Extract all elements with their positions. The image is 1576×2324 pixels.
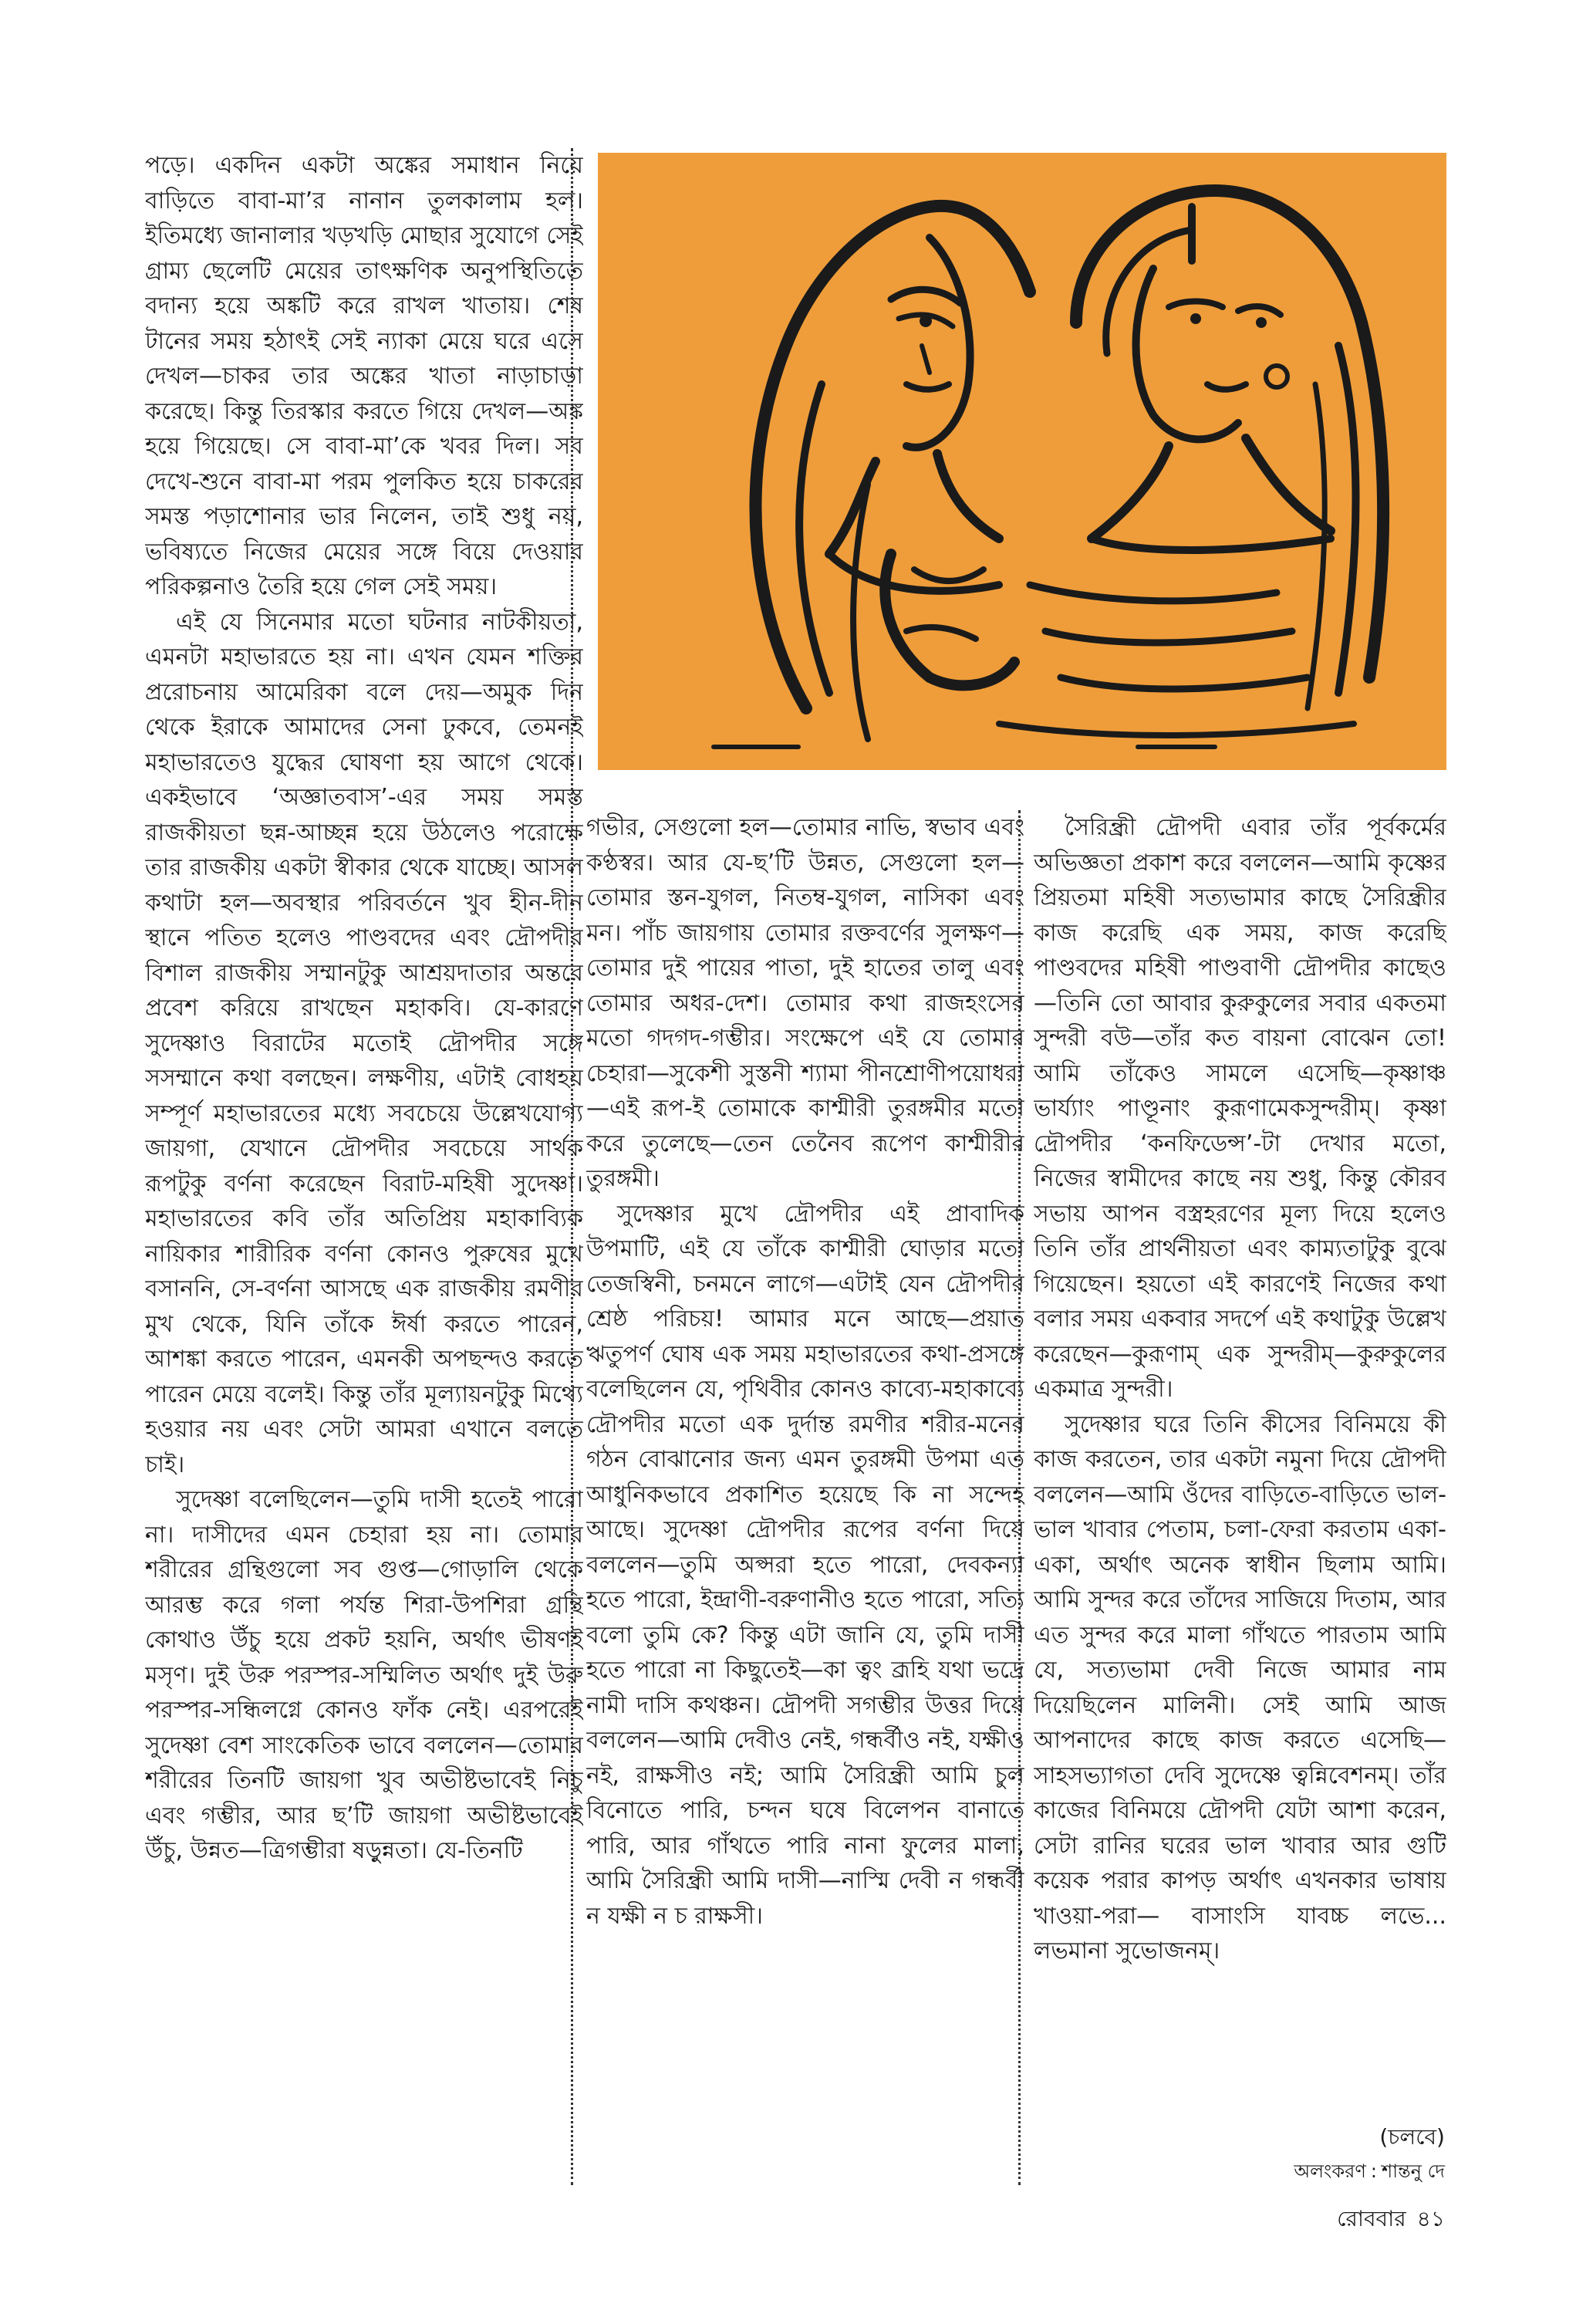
illustration-two-women: [598, 153, 1446, 770]
column-divider: [571, 148, 573, 2185]
to-be-continued: (চলবে): [1379, 2124, 1445, 2150]
text-column-1: [145, 148, 583, 2177]
paragraph: সুদেষ্ণা বলেছিলেন—তুমি দাসী হতেই পারো না। দাসীদের এমন চেহারা হয় না। তোমার শরীরের গ্রন্থিগুলো সব গুপ্ত—গোড়ালি থেকে আরম্ভ করে গলা পর্যন্ত শিরা-উপশিরা গ্রন্থি কোথাও উঁচু হয়ে প্রকট হয়নি, অর্থাৎ ভীষণই মসৃণ। দুই উরু পরস্পর-সম্মিলিত অর্থাৎ দুই উরু পরস্পর-সন্ধিলগ্নে কোনও ফাঁক নেই। এরপরেই সুদেষ্ণা বেশ সাংকেতিক ভাবে বললেন—তোমার শরীরের তিনটি জায়গা খুব অভীষ্টভাবেই নিচু এবং গম্ভীর, আর ছ’টি জায়গা অভীষ্টভাবেই উঁচু, উন্নত—ত্রিগম্ভীরা ষড়ুন্নতা। যে-তিনটি: [145, 1486, 583, 1864]
text-column-3: [1034, 810, 1446, 2122]
credit-label: অলংকরণ: [1294, 2160, 1366, 2182]
text-column-2: [586, 810, 1024, 2176]
paragraph: এই যে সিনেমার মতো ঘটনার নাটকীয়তা, এমনটা মহাভারতে হয় না। এখন যেমন শক্তির প্ররোচনায় আমেরিকা বলে দেয়—অমুক দিন থেকে ইরাকে আমাদের সেনা ঢুকবে, তেমনই মহাভারতেও যুদ্ধের ঘোষণা হয় আগে থেকে। একইভাবে ‘অজ্ঞাতবাস’-এর সময় সমস্ত রাজকীয়তা ছন্ন-আচ্ছন্ন হয়ে উঠলেও পরোক্ষে তার রাজকীয় একটা স্বীকার থেকে যাচ্ছে। আসল কথাটা হল—অবস্থার পরিবর্তনে খুব হীন-দীন স্থানে পতিত হলেও পাণ্ডবদের এবং দ্রৌপদীর বিশাল রাজকীয় সম্মানটুকু আশ্রয়দাতার অন্তরে প্রবেশ করিয়ে রাখছেন মহাকবি। যে-কারণে সুদেষ্ণাও বিরাটের মতোই দ্রৌপদীর সঙ্গে সসম্মানে কথা বলছেন। লক্ষণীয়, এটাই বোধহয় সম্পূর্ণ মহাভারতের মধ্যে সবচেয়ে উল্লেখযোগ্য জায়গা, যেখানে দ্রৌপদীর সবচেয়ে সার্থক রূপটুকু বর্ণনা করেছেন বিরাট-মহিষী সুদেষ্ণা। মহাভারতের কবি তাঁর অতিপ্রিয় মহাকাব্যিক নায়িকার শারীরিক বর্ণনা কোনও পুরুষের মুখে বসাননি, সে-বর্ণনা আসছে এক রাজকীয় রমণীর মুখ থেকে, যিনি তাঁকে ঈর্ষা করতে পারেন, আশঙ্কা করতে পারেন, এমনকী অপছন্দও করতে পারেন মেয়ে বলেই। কিন্তু তাঁর মূল্যায়নটুকু মিথ্যে হওয়ার নয় এবং সেটা আমরা এখানে বলতে চাই।: [145, 608, 583, 1478]
paragraph: সৈরিন্ধ্রী দ্রৌপদী এবার তাঁর পূর্বকর্মের অভিজ্ঞতা প্রকাশ করে বললেন—আমি কৃষ্ণের প্রিয়তমা মহিষী সত্যভামার কাছে সৈরিন্ধ্রীর কাজ করেছি এক সময়, কাজ করেছি পাণ্ডবদের মহিষী পাণ্ডবাণী দ্রৌপদীর কাছেও—তিনি তো আবার কুরুকুলের সবার একতমা সুন্দরী বউ—তাঁর কত বায়না বোঝেন তো! আমি তাঁকেও সামলে এসেছি—কৃষ্ণাঞ্চ ভার্য্যাং পাণ্ডূনাং কুরূণামেকসুন্দরীম্। কৃষ্ণা দ্রৌপদীর ‘কনফিডেন্স’-টা দেখার মতো, নিজের স্বামীদের কাছে নয় শুধু, কিন্তু কৌরব সভায় আপন বস্ত্রহরণের মূল্য দিয়ে হলেও তিনি তাঁর প্রার্থনীয়তা এবং কাম্যতাটুকু বুঝে গিয়েছেন। হয়তো এই কারণেই নিজের কথা বলার সময় একবার সদর্পে এই কথাটুকু উল্লেখ করেছেন—কুরূণাম্ এক সুন্দরীম্—কুরুকুলের একমাত্র সুন্দরী।: [1034, 814, 1446, 1403]
credit-separator: :: [1370, 2160, 1377, 2182]
column-divider: [1018, 810, 1021, 2185]
paragraph: পড়ে। একদিন একটা অঙ্কের সমাধান নিয়ে বাড়িতে বাবা-মা’র নানান তুলকালাম হল। ইতিমধ্যে জানালার খড়খড়ি মোছার সুযোগে সেই গ্রাম্য ছেলেটি মেয়ের তাৎক্ষণিক অনুপস্থিতিতে বদান্য হয়ে অঙ্কটি করে রাখল খাতায়। শেষ টানের সময় হঠাৎই সেই ন্যাকা মেয়ে ঘরে এসে দেখল—চাকর তার অঙ্কের খাতা নাড়াচাড়া করেছে। কিন্তু তিরস্কার করতে গিয়ে দেখল—অঙ্ক হয়ে গিয়েছে। সে বাবা-মা’কে খবর দিল। সব দেখে-শুনে বাবা-মা পরম পুলকিত হয়ে চাকরের সমস্ত পড়াশোনার ভার নিলেন, তাই শুধু নয়, ভবিষ্যতে নিজের মেয়ের সঙ্গে বিয়ে দেওয়ার পরিকল্পনাও তৈরি হয়ে গেল সেই সময়।: [145, 152, 583, 600]
illustration-credit: [1294, 2157, 1445, 2185]
line-drawing-icon: [598, 153, 1446, 770]
paragraph: সুদেষ্ণার মুখে দ্রৌপদীর এই প্রাবাদিক উপমাটি, এই যে তাঁকে কাশ্মীরী ঘোড়ার মতো তেজস্বিনী, চনমনে লাগে—এটাই যেন দ্রৌপদীর শ্রেষ্ঠ পরিচয়! আমার মনে আছে—প্রয়াত ঋতুপর্ণ ঘোষ এক সময় মহাভারতের কথা-প্রসঙ্গে বলেছিলেন যে, পৃথিবীর কোনও কাব্যে-মহাকাব্যে দ্রৌপদীর মতো এক দুর্দান্ত রমণীর শরীর-মনের গঠন বোঝানোর জন্য এমন তুরঙ্গমী উপমা এত আধুনিকভাবে প্রকাশিত হয়েছে কি না সন্দেহ আছে। সুদেষ্ণা দ্রৌপদীর রূপের বর্ণনা দিয়ে বললেন—তুমি অপ্সরা হতে পারো, দেবকন্যা হতে পারো, ইন্দ্রাণী-বরুণানীও হতে পারো, সত্যি বলো তুমি কে? কিন্তু এটা জানি যে, তুমি দাসী হতে পারো না কিছুতেই—কা ত্বং ব্রূহি যথা ভদ্রে নামী দাসি কথঞ্চন। দ্রৌপদী সগম্ভীর উত্তর দিয়ে বললেন—আমি দেবীও নেই, গন্ধর্বীও নই, যক্ষীও নই, রাক্ষসীও নই; আমি সৈরিন্ধ্রী আমি চুল বিনোতে পারি, চন্দন ঘষে বিলেপন বানাতে পারি, আর গাঁথতে পারি নানা ফুলের মালা, আমি সৈরিন্ধ্রী আমি দাসী—নাস্মি দেবী ন গন্ধর্বী ন যক্ষী ন চ রাক্ষসী।: [586, 1200, 1024, 1930]
paragraph: সুদেষ্ণার ঘরে তিনি কীসের বিনিময়ে কী কাজ করতেন, তার একটা নমুনা দিয়ে দ্রৌপদী বললেন—আমি ওঁদের বাড়িতে-বাড়িতে ভাল-ভাল খাবার পেতাম, চলা-ফেরা করতাম একা-একা, অর্থাৎ অনেক স্বাধীন ছিলাম আমি। আমি সুন্দর করে তাঁদের সাজিয়ে দিতাম, আর এত সুন্দর করে মালা গাঁথতে পারতাম আমি যে, সত্যভামা দেবী নিজে আমার নাম দিয়েছিলেন মালিনী। সেই আমি আজ আপনাদের কাছে কাজ করতে এসেছি—সাহসভ্যাগতা দেবি সুদেষ্ণে ত্বন্নিবেশনম্। তাঁর কাজের বিনিময়ে দ্রৌপদী যেটা আশা করেন, সেটা রানির ঘরের ভাল খাবার আর গুটি কয়েক পরার কাপড় অর্থাৎ এখনকার ভাষায় খাওয়া-পরা— বাসাংসি যাবচ্চ লভে... লভমানা সুভোজনম্।: [1034, 1410, 1446, 1964]
publication-name: রোববার: [1337, 2206, 1406, 2231]
page-footer: [1337, 2204, 1445, 2234]
credit-name: শান্তনু দে: [1381, 2160, 1445, 2182]
paragraph: গভীর, সেগুলো হল—তোমার নাভি, স্বভাব এবং কণ্ঠস্বর। আর যে-ছ’টি উন্নত, সেগুলো হল—তোমার স্তন-যুগল, নিতম্ব-যুগল, নাসিকা এবং মন। পাঁচ জায়গায় তোমার রক্তবর্ণের সুলক্ষণ—তোমার দুই পায়ের পাতা, দুই হাতের তালু এবং তোমার অধর-দেশ। তোমার কথা রাজহংসের মতো গদগদ-গম্ভীর। সংক্ষেপে এই যে তোমার চেহারা—সুকেশী সুস্তনী শ্যামা পীনশ্রোণীপয়োধরা—এই রূপ-ই তোমাকে কাশ্মীরী তুরঙ্গমীর মতো করে তুলেছে—তেন তেনৈব রূপেণ কাশ্মীরীর তুরঙ্গমী।: [586, 814, 1024, 1192]
page-number: ৪১: [1416, 2206, 1445, 2231]
